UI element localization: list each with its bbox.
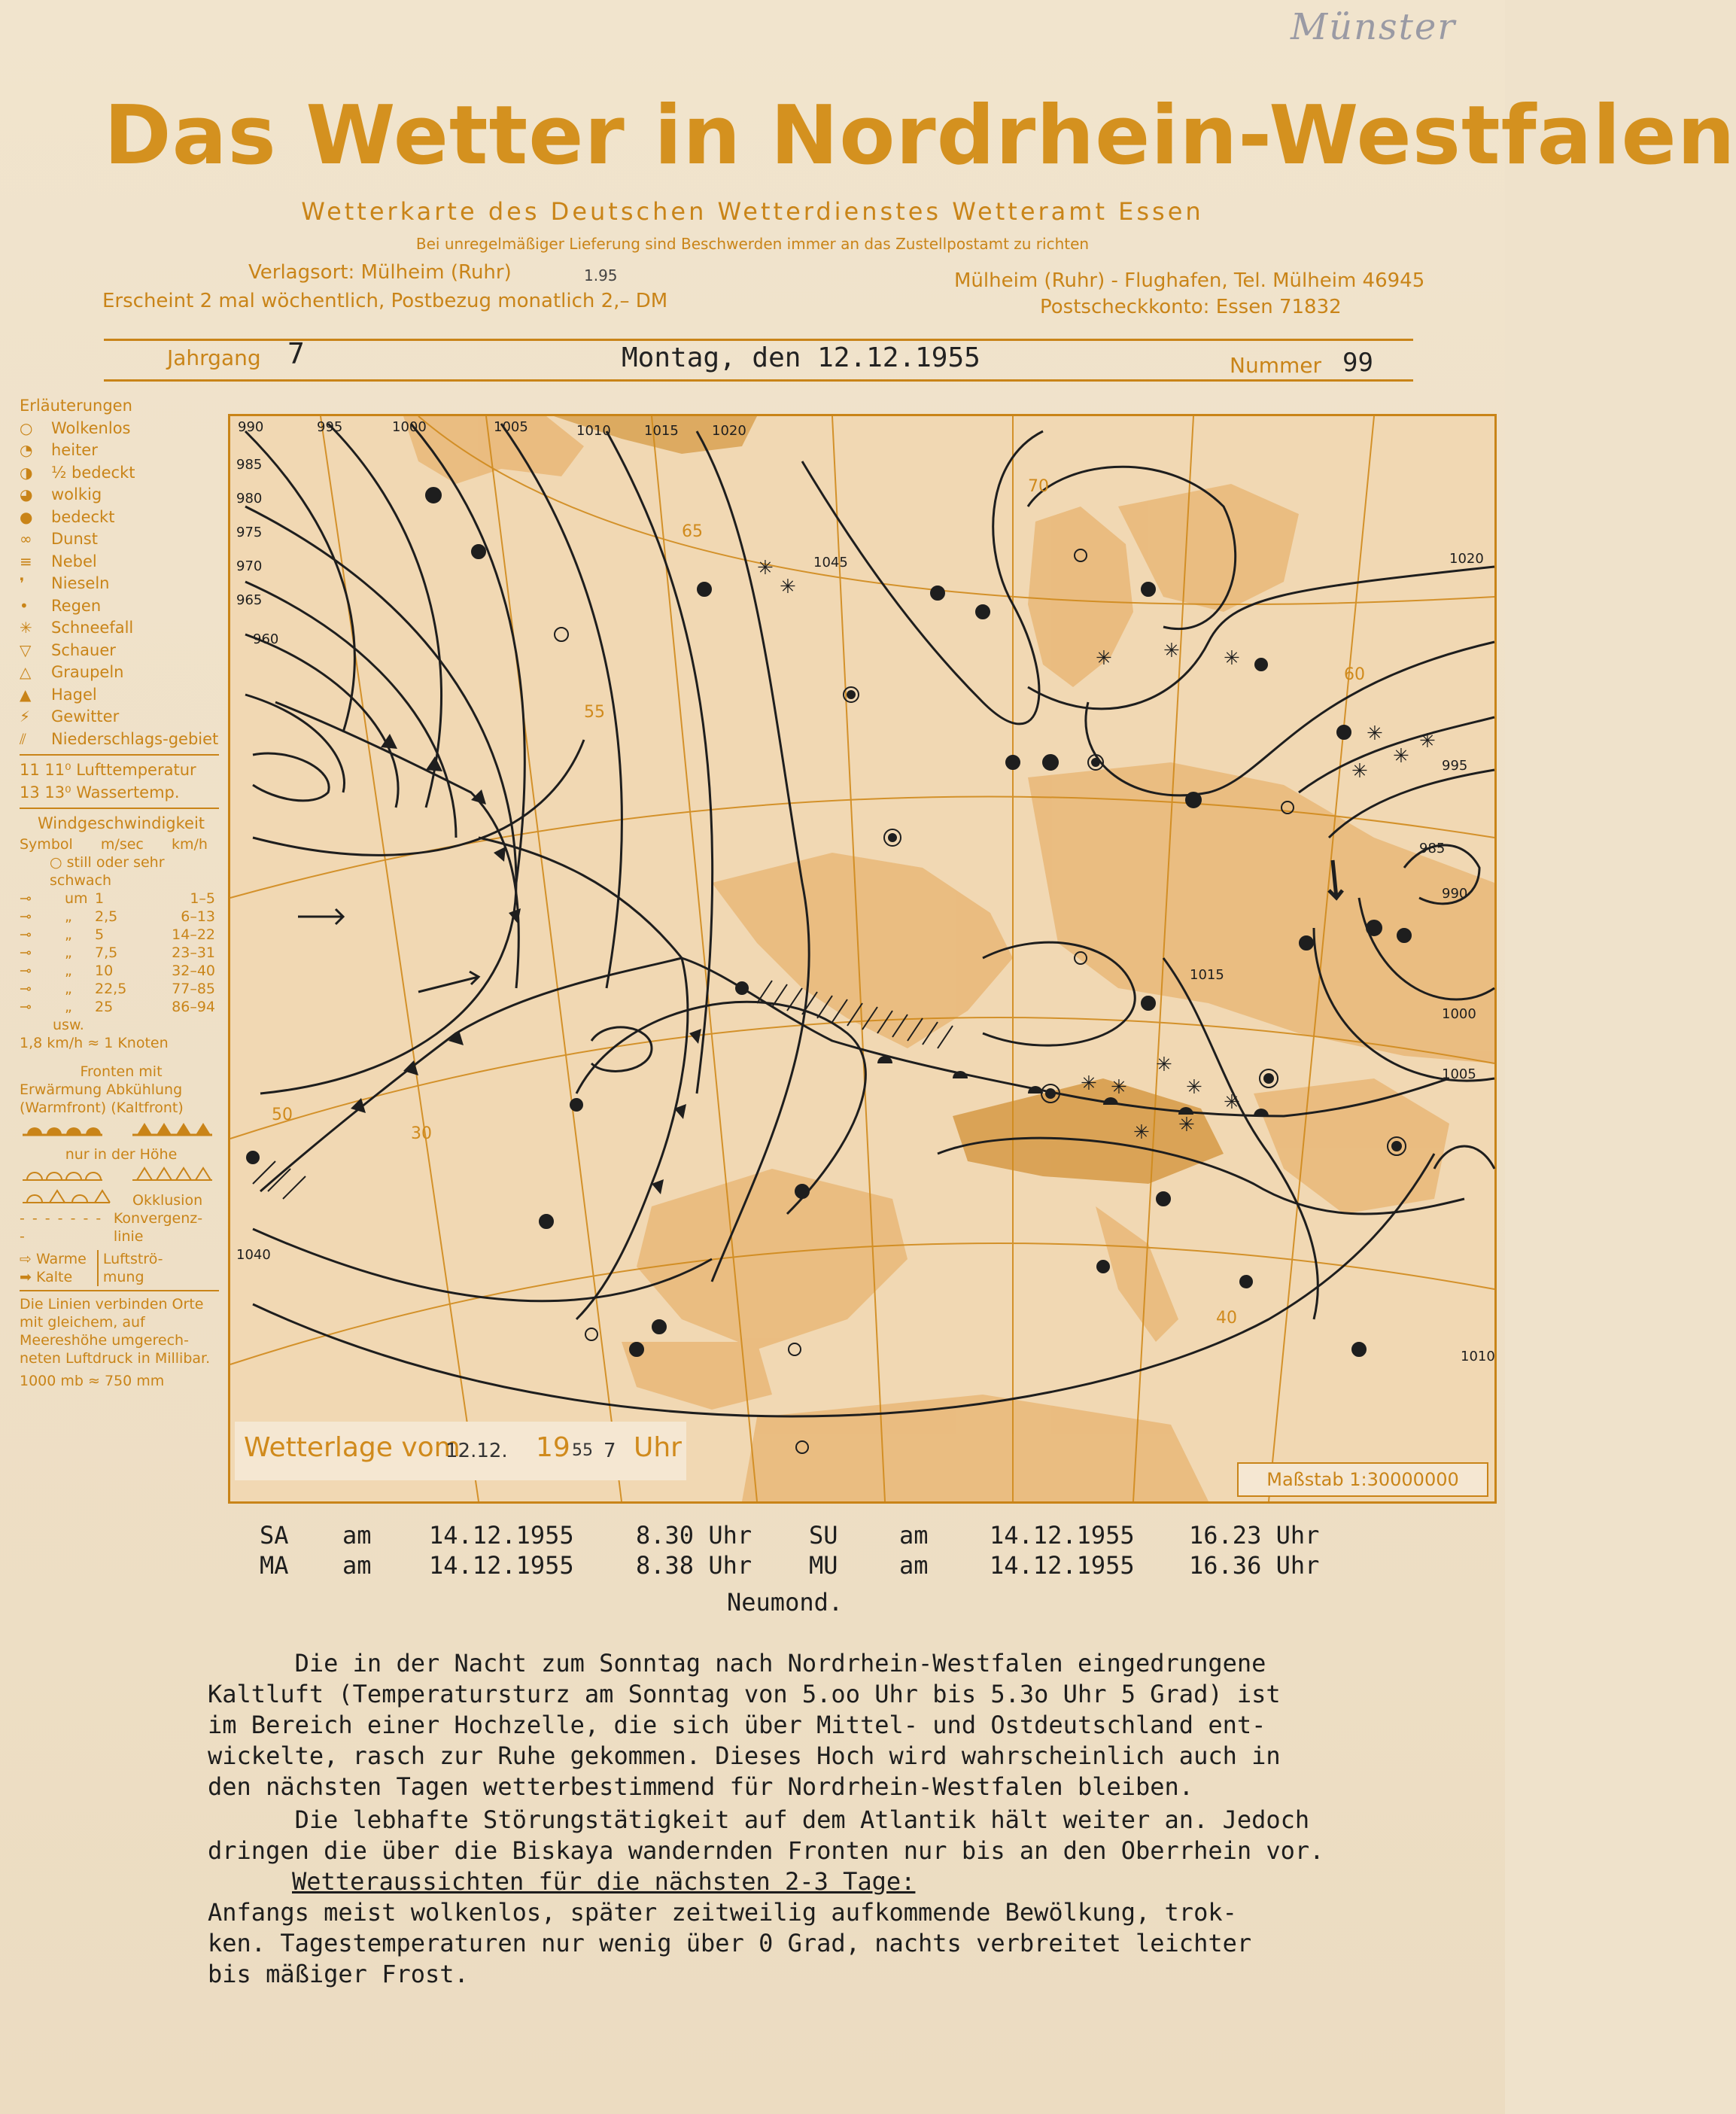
legend-item-label: Regen [51, 596, 102, 615]
legend-item [20, 573, 223, 595]
svg-text:✳: ✳ [1186, 1076, 1202, 1099]
wind-barb-icon: ⊸ [20, 962, 32, 979]
legend-item [20, 640, 223, 662]
half-cloudy-icon: ◑ [20, 463, 33, 482]
cloudy-icon: ◕ [20, 485, 33, 503]
isobar-label: 990 [238, 419, 264, 435]
issue-number-label: Nummer [1230, 353, 1321, 378]
legend-title: Erläuterungen [20, 397, 132, 415]
latitude-label: 55 [584, 703, 605, 722]
legend-item [20, 684, 223, 707]
isobar-label: 1005 [494, 419, 528, 435]
isobar-label: 970 [236, 558, 263, 574]
legend-item-label: ½ bedeckt [51, 463, 135, 482]
legend-item [20, 595, 223, 618]
legend-item [20, 462, 223, 485]
warm-air-arrow-icon: ⇨ [20, 1250, 32, 1267]
isobar-label: 1045 [813, 555, 848, 570]
snow-icon: ✳ [20, 619, 32, 637]
handwritten-note: Münster [1291, 6, 1457, 48]
sunrise-row: SA am 14.12.1955 8.30 Uhr SU am 14.12.1955 16.23 Uhr [260, 1521, 1320, 1550]
overcast-icon: ● [20, 507, 33, 526]
latitude-label: 40 [1216, 1309, 1237, 1328]
isobar-label: 995 [317, 419, 343, 435]
map-caption: Wetterlage vom 12.12. 19 55 7 Uhr [235, 1422, 686, 1480]
legend-item-label: heiter [51, 441, 98, 459]
moonrise-row: MA am 14.12.1955 8.38 Uhr MU am 14.12.1955 16.36 Uhr [260, 1551, 1320, 1580]
isobar-label: 1020 [712, 423, 746, 439]
header-rule-bottom [104, 379, 1413, 382]
svg-text:✳: ✳ [1224, 1091, 1240, 1114]
svg-text:✳: ✳ [1224, 647, 1240, 670]
legend-wind-header: Symbol m/sec km/h [20, 835, 208, 853]
report-paragraph-1: Die in der Nacht zum Sonntag nach Nordrhein-Westfalen eingedrungene Kaltluft (Temperatursturz am Sonntag von 5.oo Uhr bis 5.3o Uhr 5 Grad) ist im Bereich einer Hochzelle, die sich über Mittel- und Ostdeutschland ent- wickelte, rasch zur Ruhe gekommen. Dieses Hoch wird wahrscheinlich auch in den nächsten Tagen wetterbestimmend für Nordrhein-Westfalen bleiben. [208, 1649, 1281, 1801]
svg-text:✳: ✳ [1096, 647, 1112, 670]
isobar-label: 1000 [392, 419, 427, 435]
svg-text:✳: ✳ [1163, 640, 1180, 662]
delivery-note: Bei unregelmäßiger Lieferung sind Beschwerden immer an das Zustellpostamt zu richten [415, 235, 1090, 253]
legend-wind-list [20, 890, 223, 1016]
wind-row: ⊸ „ 7,5 23–31 [20, 944, 215, 961]
volume-label: Jahrgang [167, 345, 261, 370]
svg-text:✳: ✳ [1419, 730, 1436, 753]
rain-icon: • [20, 596, 29, 615]
map-legend [20, 395, 223, 1390]
isobar-label: 965 [236, 592, 263, 608]
legend-item [20, 528, 223, 551]
legend-knots: 1,8 km/h ≈ 1 Knoten [20, 1034, 169, 1051]
legend-item-label: Schneefall [51, 619, 134, 637]
precipitation-area-icon: ⫽ [20, 729, 26, 748]
hail-icon: ▲ [20, 685, 32, 704]
weather-map-drawing [230, 416, 1494, 1501]
weather-map [228, 414, 1497, 1504]
drizzle-icon: ❜ [20, 574, 25, 592]
legend-item-label: wolkig [51, 485, 102, 503]
postal-account: Postscheckkonto: Essen 71832 [1040, 296, 1342, 318]
legend-item-label: Schauer [51, 640, 116, 659]
svg-text:✳: ✳ [1156, 1054, 1172, 1076]
wind-barb-icon: ⊸ [20, 926, 32, 943]
legend-item [20, 706, 223, 728]
report-paragraph-2: Die lebhafte Störungstätigkeit auf dem Atlantik hält weiter an. Jedoch dringen die über die Biskaya wandernden Fronten nur bis an den Oberrhein vor. [208, 1805, 1324, 1865]
latitude-label: 70 [1028, 477, 1049, 496]
legend-wind-calm: ○ still oder sehr schwach [50, 853, 165, 889]
legend-occlusion: Okklusion [132, 1191, 203, 1209]
svg-text:✳: ✳ [1367, 722, 1383, 745]
fair-icon: ◔ [20, 441, 33, 459]
legend-convergence: - - - - - - - - Konvergenz-linie [20, 1209, 203, 1245]
isobar-label: 1015 [1190, 967, 1224, 983]
publication-frequency: Erscheint 2 mal wöchentlich, Postbezug monatlich 2,– DM [102, 290, 668, 312]
isobar-label: 985 [1419, 841, 1446, 856]
wind-barb-icon: ⊸ [20, 890, 32, 907]
latitude-label: 50 [272, 1106, 293, 1124]
wind-row: ⊸ „ 10 32–40 [20, 962, 215, 979]
latitude-label: 60 [1344, 665, 1365, 684]
isobar-label: 975 [236, 525, 263, 540]
legend-item [20, 551, 223, 573]
wind-row: ⊸ „ 5 14–22 [20, 926, 215, 943]
price-annotation: 1.95 [584, 266, 618, 284]
thunderstorm-icon: ⚡ [20, 707, 31, 725]
publication-place: Verlagsort: Mülheim (Ruhr) [248, 261, 512, 284]
map-scale: Maßstab 1:30000000 [1237, 1462, 1488, 1497]
volume-number: 7 [287, 337, 305, 370]
legend-upper-fronts: nur in der Höhe [65, 1146, 178, 1163]
svg-text:✳: ✳ [780, 576, 796, 598]
legend-cloud-list [20, 418, 223, 751]
legend-item-label: Nieseln [51, 574, 110, 592]
shower-icon: ▽ [20, 640, 32, 659]
svg-text:✳: ✳ [1351, 760, 1368, 783]
legend-item-label: Graupeln [51, 663, 124, 681]
graupel-icon: △ [20, 663, 32, 681]
legend-item-label: Nebel [51, 552, 97, 570]
forecast-text: Anfangs meist wolkenlos, später zeitweilig aufkommende Bewölkung, trok- ken. Tagestemperaturen nur wenig über 0 Grad, nachts verbreitet leichter bis mäßiger Frost. [208, 1898, 1252, 1988]
legend-divider [20, 1290, 219, 1291]
isobar-label: 960 [253, 631, 279, 647]
legend-water-temp: 13 13⁰ Wassertemp. [20, 783, 180, 801]
legend-wind-etc: usw. [53, 1016, 84, 1033]
svg-text:✳: ✳ [757, 557, 774, 579]
legend-air-flow: ⇨ Warme ➡ Kalte Luftströ-mung [20, 1250, 163, 1285]
legend-air-temp: 11 11⁰ Lufttemperatur [20, 761, 196, 779]
isobar-label: 985 [236, 457, 263, 473]
svg-text:✳: ✳ [1178, 1114, 1195, 1136]
isobar-label: 1010 [576, 423, 611, 439]
legend-pressure-equivalent: 1000 mb ≈ 750 mm [20, 1372, 165, 1389]
publisher-address: Mülheim (Ruhr) - Flughafen, Tel. Mülheim 46945 [954, 269, 1425, 292]
legend-item [20, 440, 223, 462]
forecast-heading: Wetteraussichten für die nächsten 2-3 Tage: [292, 1867, 916, 1896]
legend-divider [20, 808, 219, 809]
legend-divider [20, 754, 219, 756]
legend-item-label: Hagel [51, 685, 97, 704]
legend-item-label: Gewitter [51, 707, 120, 725]
legend-wind-title: Windgeschwindigkeit [37, 814, 205, 832]
moon-phase: Neumond. [727, 1588, 844, 1617]
wind-row: ⊸ „ 2,5 6–13 [20, 908, 215, 925]
wind-barb-icon: ⊸ [20, 944, 32, 961]
legend-item-label: Niederschlags-gebiet [51, 729, 219, 748]
legend-item [20, 617, 223, 640]
legend-item [20, 728, 223, 751]
page-subtitle: Wetterkarte des Deutschen Wetterdienstes Wetteramt Essen [301, 197, 1204, 226]
page-title: Das Wetter in Nordrhein-Westfalen [104, 89, 1736, 183]
issue-number: 99 [1342, 348, 1373, 378]
isobar-label: 995 [1442, 758, 1468, 774]
latitude-label: 30 [411, 1124, 432, 1143]
wind-barb-icon: ⊸ [20, 998, 32, 1015]
svg-text:✳: ✳ [1081, 1072, 1097, 1095]
legend-fronts-labels: (Warmfront) (Kaltfront) [20, 1099, 184, 1116]
svg-text:✳: ✳ [1133, 1121, 1150, 1144]
warm-cold-front-icon [20, 1117, 215, 1139]
legend-item [20, 506, 223, 529]
issue-date: Montag, den 12.12.1955 [622, 342, 980, 373]
latitude-label: 65 [682, 522, 703, 541]
cold-air-arrow-icon: ➡ [20, 1268, 32, 1285]
svg-text:✳: ✳ [1393, 745, 1409, 768]
clear-sky-icon: ○ [20, 418, 33, 437]
isobar-label: 1005 [1442, 1066, 1476, 1082]
legend-item-label: Dunst [51, 530, 98, 548]
haze-icon: ∞ [20, 530, 32, 548]
legend-fronts-warm-cold: Erwärmung Abkühlung [20, 1081, 183, 1098]
svg-text:✳: ✳ [1111, 1076, 1127, 1099]
legend-item [20, 484, 223, 506]
wind-row: ⊸ „ 25 86–94 [20, 998, 215, 1015]
isobar-label: 990 [1442, 886, 1468, 902]
wind-row: ⊸ um 1 1–5 [20, 890, 215, 907]
isobar-label: 1015 [644, 423, 679, 439]
legend-item-label: Wolkenlos [51, 418, 131, 437]
wind-barb-icon: ⊸ [20, 908, 32, 925]
legend-item [20, 662, 223, 684]
legend-isobar-note: Die Linien verbinden Orte mit gleichem, auf Meereshöhe umgerech-neten Luftdruck in Millibar. [20, 1295, 211, 1367]
legend-fronts-title: Fronten mit [80, 1063, 163, 1080]
isobar-label: 1040 [236, 1247, 271, 1263]
fog-icon: ≡ [20, 552, 32, 570]
wind-barb-icon: ⊸ [20, 980, 32, 997]
isobar-label: 1000 [1442, 1006, 1476, 1022]
legend-item-label: bedeckt [51, 507, 115, 526]
isobar-label: 980 [236, 491, 263, 506]
isobar-label: 1020 [1449, 551, 1484, 567]
wind-row: ⊸ „ 22,5 77–85 [20, 980, 215, 997]
legend-item [20, 418, 223, 440]
isobar-label: 1010 [1461, 1349, 1495, 1364]
